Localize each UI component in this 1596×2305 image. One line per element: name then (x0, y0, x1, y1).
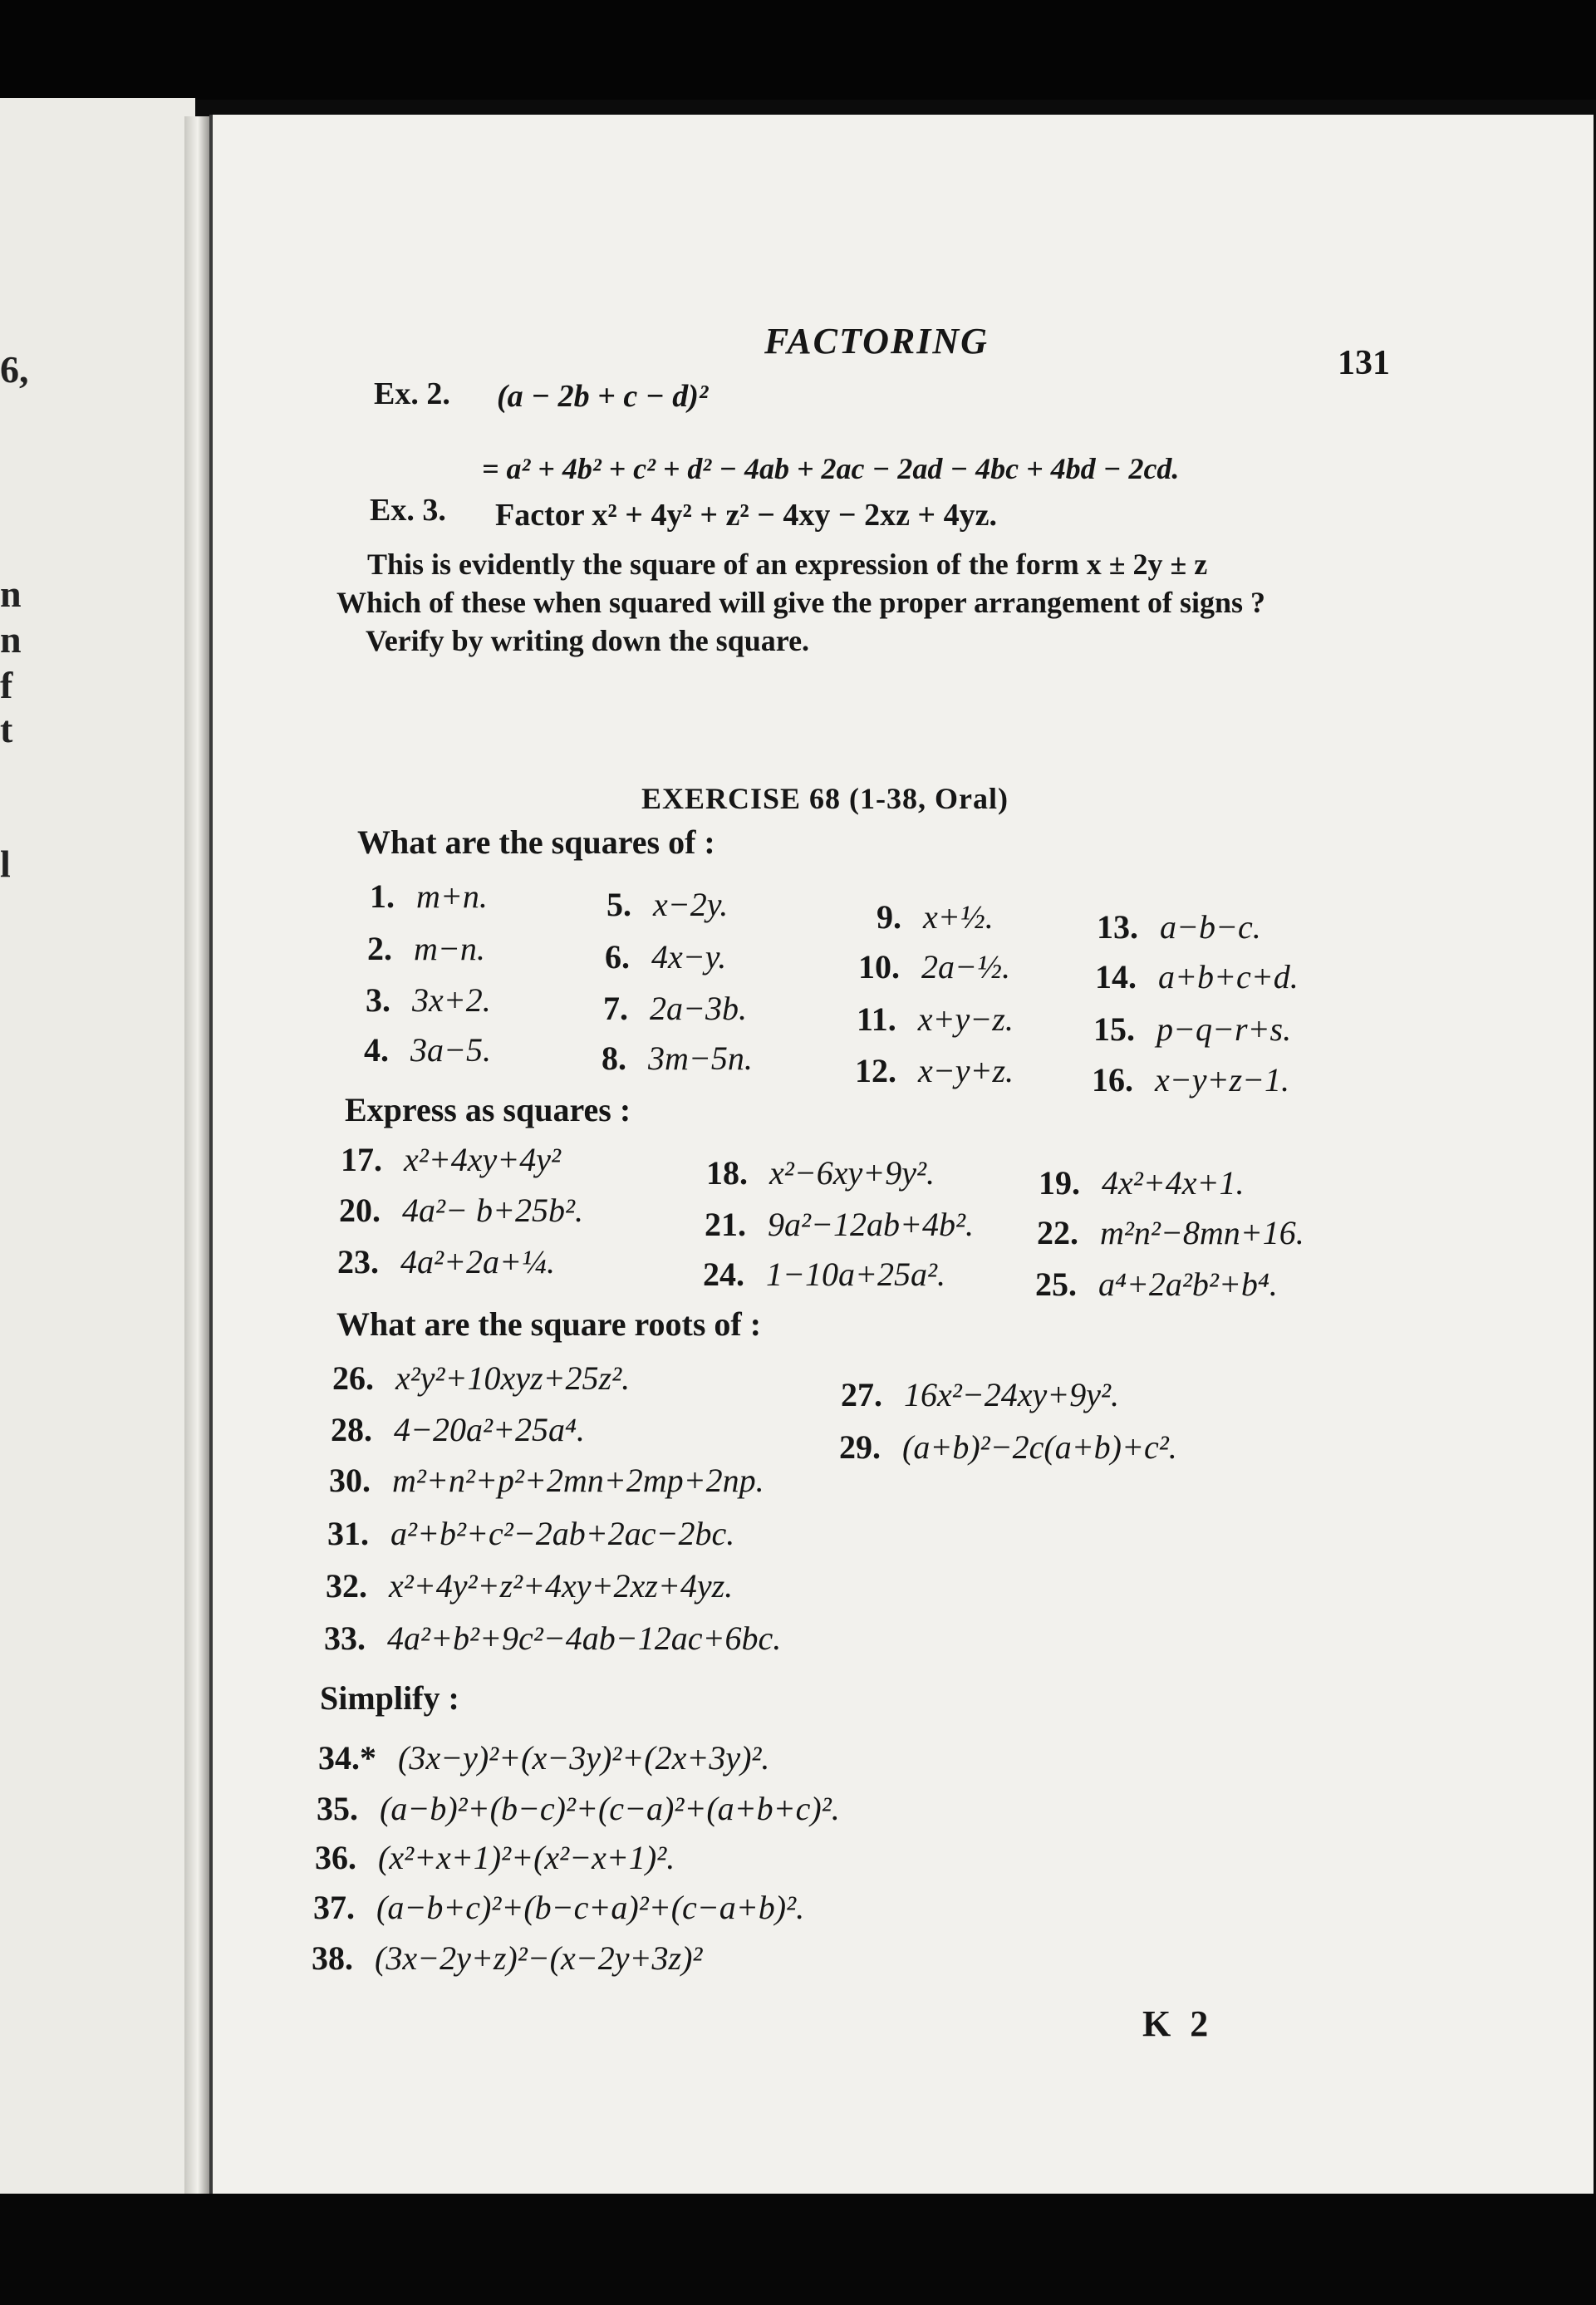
prompt-squares: What are the squares of : (357, 823, 715, 861)
list-item: 22. m²n²−8mn+16. (1037, 1214, 1304, 1251)
list-item: 10. 2a−½. (858, 948, 1010, 985)
explanation-line: This is evidently the square of an expression of the form x ± 2y ± z (367, 548, 1208, 581)
exercise-heading: EXERCISE 68 (1-38, Oral) (641, 782, 1009, 815)
list-item: 2. m−n. (367, 930, 485, 967)
list-item: 24. 1−10a+25a². (703, 1256, 945, 1293)
prompt-roots: What are the square roots of : (336, 1305, 762, 1343)
prompt-simplify: Simplify : (320, 1679, 459, 1717)
example-3-text: Factor x² + 4y² + z² − 4xy − 2xz + 4yz. (495, 498, 997, 533)
explanation-line: Which of these when squared will give the proper arrangement of signs ? (336, 586, 1266, 619)
list-item: 27. 16x²−24xy+9y². (841, 1376, 1119, 1413)
list-item: 33. 4a²+b²+9c²−4ab−12ac+6bc. (324, 1619, 782, 1657)
facing-page-fragment: n (0, 618, 22, 661)
scan-top-border (0, 0, 1596, 100)
running-title: FACTORING (764, 321, 989, 361)
facing-page-fragment: n (0, 573, 22, 615)
list-item: 13. a−b−c. (1097, 908, 1261, 946)
list-item: 1. m+n. (370, 877, 488, 915)
list-item: 29. (a+b)²−2c(a+b)+c². (839, 1428, 1177, 1466)
list-item: 14. a+b+c+d. (1095, 958, 1299, 995)
list-item: 6. 4x−y. (605, 938, 727, 976)
list-item: 32. x²+4y²+z²+4xy+2xz+4yz. (326, 1567, 734, 1605)
facing-page-fragment: t (0, 708, 13, 750)
explanation-line: Verify by writing down the square. (366, 624, 810, 657)
list-item: 4. 3a−5. (364, 1031, 491, 1069)
list-item: 7. 2a−3b. (603, 990, 747, 1027)
list-item: 36. (x²+x+1)²+(x²−x+1)². (315, 1839, 675, 1876)
list-item: 25. a⁴+2a²b²+b⁴. (1035, 1266, 1278, 1303)
list-item: 3. 3x+2. (366, 981, 491, 1019)
list-item: 18. x²−6xy+9y². (706, 1154, 935, 1192)
facing-page-edge (0, 98, 195, 2200)
list-item: 19. 4x²+4x+1. (1039, 1164, 1245, 1202)
list-item: 23. 4a²+2a+¼. (337, 1243, 555, 1280)
example-2-label: Ex. 2. (374, 376, 450, 411)
list-item: 21. 9a²−12ab+4b². (705, 1206, 974, 1243)
list-item: 16. x−y+z−1. (1092, 1061, 1290, 1098)
list-item: 28. 4−20a²+25a⁴. (331, 1411, 585, 1448)
example-3-label: Ex. 3. (370, 493, 446, 528)
list-item: 26. x²y²+10xyz+25z². (332, 1359, 631, 1397)
list-item: 34.* (3x−y)²+(x−3y)²+(2x+3y)². (318, 1739, 770, 1777)
list-item: 37. (a−b+c)²+(b−c+a)²+(c−a+b)². (313, 1889, 805, 1926)
list-item: 35. (a−b)²+(b−c)²+(c−a)²+(a+b+c)². (317, 1790, 840, 1827)
prompt-express: Express as squares : (345, 1091, 631, 1128)
list-item: 17. x²+4xy+4y² (341, 1141, 561, 1178)
list-item: 20. 4a²− b+25b². (339, 1192, 583, 1229)
scan-bottom-border (0, 2194, 1596, 2305)
example-2-result: = a² + 4b² + c² + d² − 4ab + 2ac − 2ad − 4bc + 4bd − 2cd. (482, 452, 1180, 485)
list-item: 31. a²+b²+c²−2ab+2ac−2bc. (327, 1515, 735, 1552)
list-item: 5. x−2y. (606, 886, 729, 923)
signature-mark: K 2 (1142, 2003, 1214, 2044)
list-item: 12. x−y+z. (855, 1052, 1014, 1089)
page-number: 131 (1338, 344, 1390, 382)
facing-page-fragment: f (0, 664, 13, 706)
list-item: 30. m²+n²+p²+2mn+2mp+2np. (329, 1462, 764, 1499)
list-item: 15. p−q−r+s. (1093, 1010, 1292, 1048)
facing-page-fragment: l (0, 843, 11, 885)
list-item: 9. x+½. (877, 898, 994, 936)
list-item: 8. 3m−5n. (602, 1039, 753, 1077)
example-2-expression: (a − 2b + c − d)² (497, 379, 709, 414)
list-item: 38. (3x−2y+z)²−(x−2y+3z)² (312, 1939, 703, 1977)
facing-page-fragment: 6, (0, 348, 29, 391)
list-item: 11. x+y−z. (857, 1000, 1014, 1038)
